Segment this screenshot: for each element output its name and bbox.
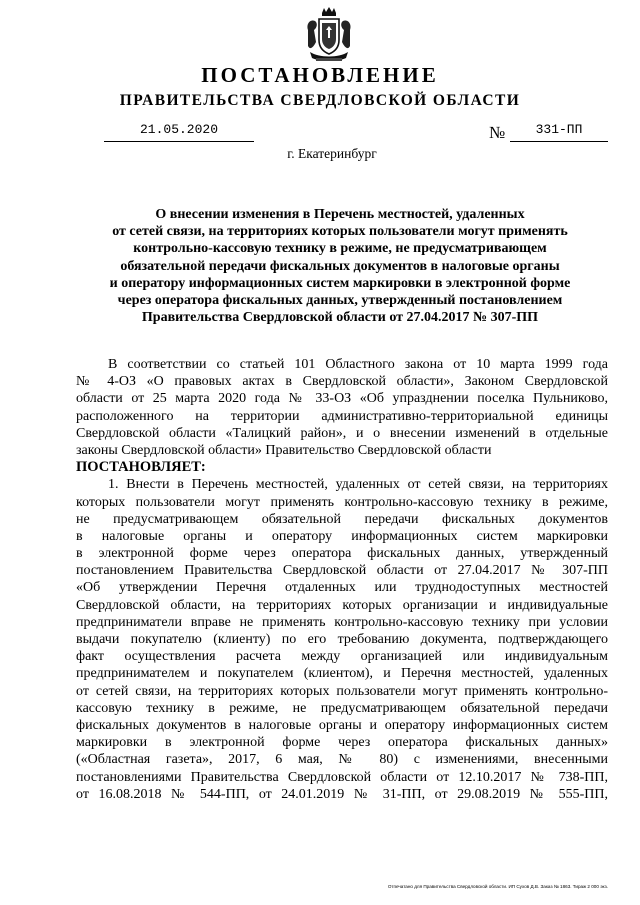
item-line: предприниматели вправе не применять контрольно-кассовую технику при условии <box>76 614 608 630</box>
issuer-heading: ПРАВИТЕЛЬСТВА СВЕРДЛОВСКОЙ ОБЛАСТИ <box>119 92 521 109</box>
resolves-heading: ПОСТАНОВЛЯЕТ: <box>76 459 206 476</box>
number-sign: № <box>489 123 506 142</box>
preamble-line: В соответствии со статьей 101 Областного закона от 10 марта 1999 года <box>108 357 608 372</box>
item-line: в налоговые органы и оператору информационных систем маркировки <box>76 528 608 544</box>
coat-of-arms-icon <box>304 6 354 64</box>
city-name: г. Екатеринбург <box>287 146 377 161</box>
print-imprint: Отпечатано для Правительства Свердловской области. ИП Сухов Д.В. Заказ № 1863. Тираж 2 000 экз. <box>387 884 608 889</box>
item-line: («Областная газета», 2017, 6 мая, № 80) с изменениями, внесенными <box>76 752 608 768</box>
document-type-heading: ПОСТАНОВЛЕНИЕ <box>201 63 439 87</box>
title-line: обязательной передачи фискальных документов в налоговые органы <box>120 258 560 274</box>
item-line: выдачи покупателю (клиенту) по его требованию документа, подтверждающего <box>76 632 608 647</box>
item-line: постановлениями Правительства Свердловской области от 12.10.2017 № 738-ПП, <box>76 769 608 785</box>
item-line: которых пользователи могут применять контрольно-кассовую технику в режиме, <box>76 494 608 510</box>
number-underline <box>510 141 608 142</box>
date-underline <box>104 141 254 142</box>
document-title <box>80 206 600 326</box>
item-line: постановлением Правительства Свердловской области от 27.04.2017 № 307-ПП <box>76 563 608 579</box>
item-line: кассовую технику в режиме, не предусматривающем обязательной передачи <box>76 700 608 716</box>
item-line: от сетей связи, на территориях которых пользователи могут применять контрольно- <box>76 683 608 699</box>
item-line: «Об утверждении Перечня отдаленных или труднодоступных местностей <box>76 580 608 596</box>
preamble-line: № 4-ОЗ «О правовых актах в Свердловской области», Законом Свердловской <box>76 374 608 390</box>
item-line: не предусматривающем обязательной передачи фискальных документов <box>76 511 608 527</box>
document-body <box>76 356 608 803</box>
item-line: в электронной форме через оператора фискальных данных, утвержденный <box>76 546 608 562</box>
preamble-line: расположенного на территории административно-территориальной единицы <box>76 408 608 424</box>
item-line: фискальных документов в налоговые органы и оператору информационных систем <box>76 717 608 733</box>
document-date: 21.05.2020 <box>139 122 218 137</box>
item-line: предпринимателем и покупателем (клиентом), и Перечня местностей, удаленных <box>76 666 608 682</box>
title-line: через оператора фискальных данных, утвержденный постановлением <box>117 293 563 309</box>
title-line: контрольно-кассовую технику в режиме, не предусматривающем <box>133 241 547 257</box>
item-line: от 16.08.2018 № 544-ПП, от 24.01.2019 № 31-ПП, от 29.08.2019 № 555-ПП, <box>76 786 608 802</box>
preamble-line: области от 25 марта 2020 года № 33-ОЗ «Об упразднении поселка Пульниково, <box>76 391 608 407</box>
title-line: Правительства Свердловской области от 27.04.2017 № 307-ПП <box>141 310 539 326</box>
preamble-line: законы Свердловской области» Правительство Свердловской области <box>76 442 492 458</box>
item-line: маркировки в электронной форме через оператора фискальных данных» <box>76 735 608 751</box>
preamble-line: Свердловской области «Талицкий район», и о внесении изменений в отдельные <box>76 425 608 441</box>
document-number: 331-ПП <box>535 122 583 137</box>
item-line: Свердловской области, на территориях которых организации и индивидуальные <box>76 597 608 613</box>
item-line: факт осуществления расчета между организацией или индивидуальным <box>76 649 608 665</box>
title-line: и оператору информационных систем маркировки в электронной форме <box>109 275 571 291</box>
item-line: 1. Внести в Перечень местностей, удаленных от сетей связи, на территориях <box>108 477 608 493</box>
title-line: от сетей связи, на территориях которых пользователи могут применять <box>112 224 568 240</box>
title-line: О внесении изменения в Перечень местностей, удаленных <box>155 207 525 222</box>
